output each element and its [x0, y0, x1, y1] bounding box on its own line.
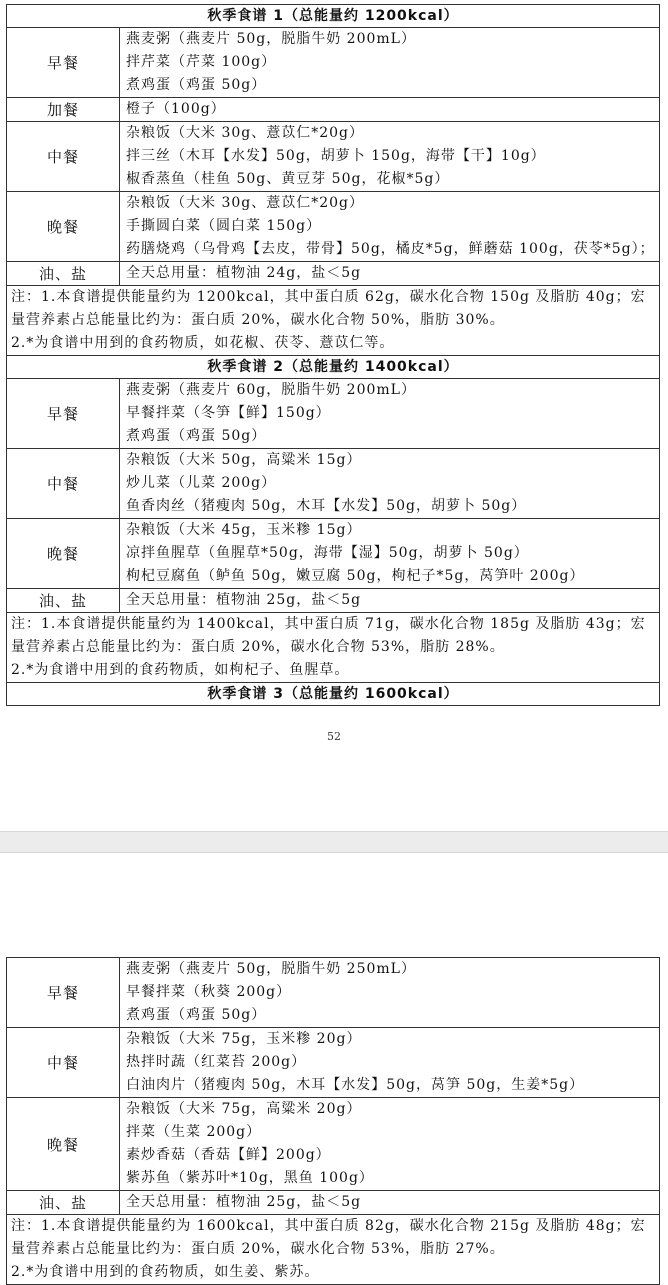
note-text: 注：1.本食谱提供能量约为 1400kcal，其中蛋白质 71g，碳水化合物 185g 及脂肪 43g；宏量营养素占总能量比约为：蛋白质 20%，碳水化合物 53%，脂肪 28%。	[11, 616, 646, 655]
meal-label: 晚餐	[7, 192, 120, 261]
dish-item: 拌三丝（木耳【水发】50g，胡萝卜 150g，海带【干】10g）	[126, 148, 546, 164]
recipe-table-page2	[6, 957, 660, 1285]
oil-salt-text: 全天总用量：植物油 25g，盐＜5g	[126, 1194, 362, 1210]
dish-item: 炒儿菜（儿菜 200g）	[126, 475, 277, 491]
menu2-oil-row	[7, 588, 659, 612]
meal-label: 油、盐	[7, 1191, 120, 1214]
dish-item: 凉拌鱼腥草（鱼腥草*50g，海带【湿】50g，胡萝卜 50g）	[126, 545, 529, 561]
dish-item: 枸杞豆腐鱼（鲈鱼 50g，嫩豆腐 50g，枸杞子*5g，莴笋叶 200g）	[126, 568, 585, 584]
meal-label: 早餐	[7, 958, 120, 1027]
oil-salt-text: 全天总用量：植物油 24g，盐＜5g	[126, 265, 362, 281]
dish-item: 燕麦粥（燕麦片 50g，脱脂牛奶 250mL）	[126, 961, 416, 977]
menu3-title-row	[7, 682, 659, 705]
meal-label: 晚餐	[7, 519, 120, 588]
note-text-2: 2.*为食谱中用到的食药物质，如枸杞子、鱼腥草。	[11, 662, 350, 678]
dish-item: 煮鸡蛋（鸡蛋 50g）	[126, 428, 267, 444]
menu1-breakfast-row	[7, 27, 659, 97]
dish-item: 煮鸡蛋（鸡蛋 50g）	[126, 1007, 267, 1023]
menu3-dinner-row	[7, 1097, 659, 1190]
dish-item: 热拌时蔬（红菜苔 200g）	[126, 1054, 307, 1070]
meal-items	[120, 98, 659, 121]
meal-items	[120, 958, 659, 1027]
note-block	[7, 613, 659, 682]
meal-items	[120, 379, 659, 448]
dish-item: 拌芹菜（芹菜 100g）	[126, 54, 277, 70]
meal-items	[120, 519, 659, 588]
dish-item: 杂粮饭（大米 50g，高粱米 15g）	[126, 452, 362, 468]
menu1-oil-row	[7, 261, 659, 285]
dish-item: 早餐拌菜（秋葵 200g）	[126, 984, 292, 1000]
menu2-note-row	[7, 612, 659, 682]
page-number: 52	[327, 730, 341, 743]
menu1-title-row	[7, 5, 659, 27]
dish-item: 杂粮饭（大米 30g、薏苡仁*20g）	[126, 195, 365, 211]
menu3-title: 秋季食谱 3（总能量约 1600kcal）	[207, 686, 459, 702]
meal-items	[120, 449, 659, 518]
dish-item: 杂粮饭（大米 75g，玉米糁 20g）	[126, 1031, 362, 1047]
meal-label: 油、盐	[7, 589, 120, 612]
dish-item: 鱼香肉丝（猪瘦肉 50g，木耳【水发】50g，胡萝卜 50g）	[126, 498, 527, 514]
meal-items	[120, 192, 659, 261]
menu1-title: 秋季食谱 1（总能量约 1200kcal）	[207, 8, 459, 24]
note-block	[7, 1215, 659, 1284]
page-separator	[0, 831, 668, 853]
menu1-note-row	[7, 285, 659, 355]
meal-items	[120, 28, 659, 97]
dish-item: 燕麦粥（燕麦片 60g，脱脂牛奶 200mL）	[126, 382, 416, 398]
dish-item: 拌菜（生菜 200g）	[126, 1124, 262, 1140]
dish-item: 杂粮饭（大米 45g，玉米糁 15g）	[126, 522, 362, 538]
note-block	[7, 286, 659, 355]
meal-items	[120, 122, 659, 191]
menu3-lunch-row	[7, 1027, 659, 1097]
dish-item: 橙子（100g）	[126, 101, 226, 117]
menu1-snack-row	[7, 97, 659, 121]
meal-label: 油、盐	[7, 262, 120, 285]
meal-label: 早餐	[7, 379, 120, 448]
menu2-title: 秋季食谱 2（总能量约 1400kcal）	[207, 359, 459, 375]
menu2-breakfast-row	[7, 378, 659, 448]
menu1-lunch-row	[7, 121, 659, 191]
note-text-2: 2.*为食谱中用到的食药物质，如花椒、茯苓、薏苡仁等。	[11, 335, 395, 351]
recipe-table-page1	[6, 4, 660, 706]
note-text: 注：1.本食谱提供能量约为 1600kcal，其中蛋白质 82g，碳水化合物 215g 及脂肪 48g；宏量营养素占总能量比约为：蛋白质 20%，碳水化合物 53%，脂肪 27%。	[11, 1218, 646, 1257]
dish-item: 紫苏鱼（紫苏叶*10g，黑鱼 100g）	[126, 1170, 374, 1186]
meal-label: 晚餐	[7, 1098, 120, 1190]
menu2-lunch-row	[7, 448, 659, 518]
meal-items	[120, 1191, 659, 1214]
meal-label: 加餐	[7, 98, 120, 121]
meal-label: 中餐	[7, 1028, 120, 1097]
menu1-dinner-row	[7, 191, 659, 261]
dish-item: 杂粮饭（大米 30g、薏苡仁*20g）	[126, 125, 365, 141]
dish-item: 煮鸡蛋（鸡蛋 50g）	[126, 77, 267, 93]
note-text: 注：1.本食谱提供能量约为 1200kcal，其中蛋白质 62g，碳水化合物 150g 及脂肪 40g；宏量营养素占总能量比约为：蛋白质 20%，碳水化合物 50%，脂肪 30%。	[11, 289, 646, 328]
dish-item: 素炒香菇（香菇【鲜】200g）	[126, 1147, 331, 1163]
note-text-2: 2.*为食谱中用到的食药物质，如生姜、紫苏。	[11, 1264, 320, 1280]
meal-label: 中餐	[7, 122, 120, 191]
dish-item: 药膳烧鸡（乌骨鸡【去皮，带骨】50g，橘皮*5g，鲜蘑菇 100g，茯苓*5g）；	[126, 241, 655, 257]
dish-item: 白油肉片（猪瘦肉 50g，木耳【水发】50g，莴笋 50g，生姜*5g）	[126, 1077, 585, 1093]
dish-item: 杂粮饭（大米 75g，高粱米 20g）	[126, 1101, 362, 1117]
menu2-title-row	[7, 355, 659, 378]
menu3-oil-row	[7, 1190, 659, 1214]
dish-item: 早餐拌菜（冬笋【鲜】150g）	[126, 405, 331, 421]
oil-salt-text: 全天总用量：植物油 25g，盐＜5g	[126, 592, 362, 608]
menu3-breakfast-row	[7, 958, 659, 1027]
meal-items	[120, 1098, 659, 1190]
meal-items	[120, 262, 659, 285]
meal-label: 早餐	[7, 28, 120, 97]
menu2-dinner-row	[7, 518, 659, 588]
meal-items	[120, 589, 659, 612]
dish-item: 椒香蒸鱼（桂鱼 50g、黄豆芽 50g，花椒*5g）	[126, 171, 450, 187]
menu3-note-row	[7, 1214, 659, 1284]
dish-item: 手撕圆白菜（圆白菜 150g）	[126, 218, 322, 234]
dish-item: 燕麦粥（燕麦片 50g，脱脂牛奶 200mL）	[126, 31, 416, 47]
meal-label: 中餐	[7, 449, 120, 518]
meal-items	[120, 1028, 659, 1097]
